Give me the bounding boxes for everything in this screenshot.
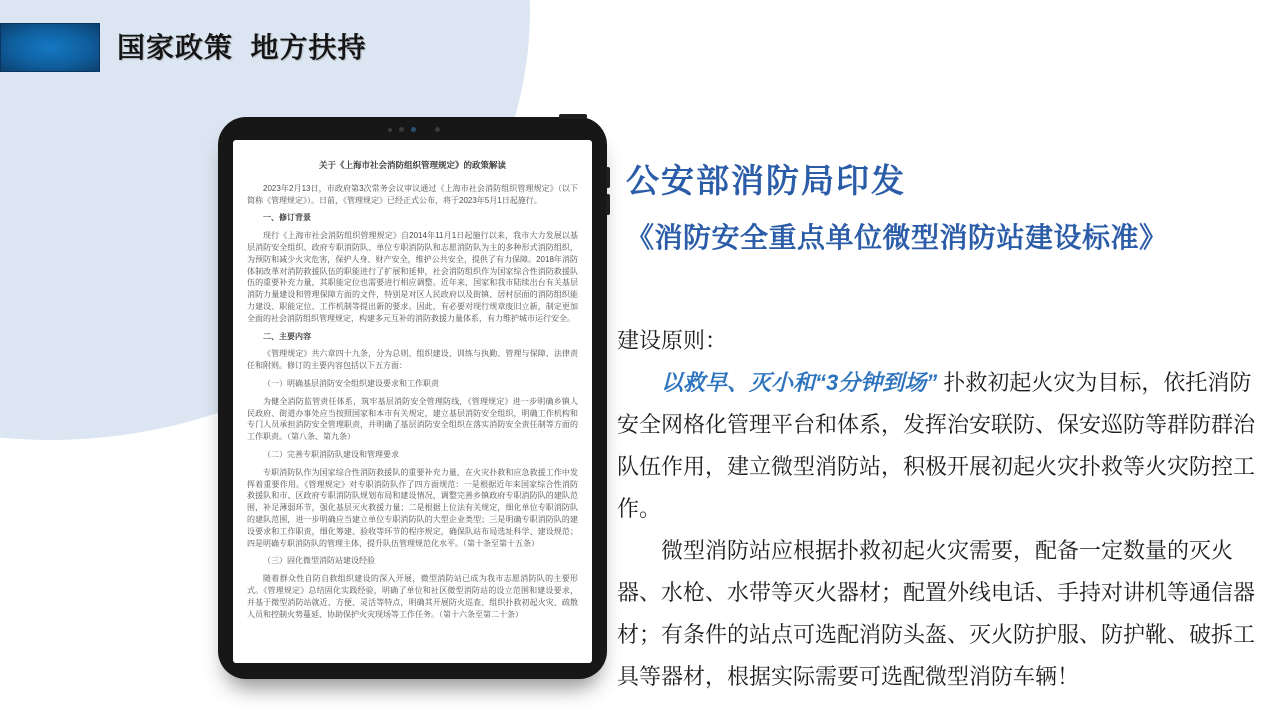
announcement-heading-line2: 《消防安全重点单位微型消防站建设标准》 [626,222,1168,253]
document-title: 关于《上海市社会消防组织管理规定》的政策解读 [318,160,506,170]
volume-up-button [606,167,610,188]
principle-highlight: 以救早、灭小和“3分钟到场” [661,370,938,395]
tablet-mockup [218,117,607,679]
document-h: 二、主要内容 [263,331,311,341]
announcement-body [617,320,1269,698]
document-sub: （二）完善专职消防队建设和管理要求 [263,449,399,459]
document-sub: （一）明确基层消防安全组织建设要求和工作职责 [263,378,439,388]
camera-dot-icon [435,127,440,132]
policy-document [233,140,592,638]
volume-down-button [606,194,610,215]
tablet-camera-area [218,125,607,133]
document-p: 现行《上海市社会消防组织管理规定》自2014年11月1日起施行以来，我市大力发展以基层消防安全组织、政府专职消防队、单位专职消防队和志愿消防队为主的多种形式消防组织，为预防和减少火灾危害，保护人身、财产安全，维护公共安全，提供了有力保障。2018年消防体制改革对消防救援队伍的职能进行了扩展和延伸，社会消防组织作为国家综合性消防救援队伍的重要补充力量，其职能定位也需要进行相应调整。近年来，国家和我市陆续出台有关基层消防力量建设和管理保障方面的文件，特别是对区人民政府以及街镇、居村层面的消防组织能力建设、职能定位、工作机制等提出新的要求。因此，有必要对现行规章废旧立新，制定更加全面的社会消防组织管理规定，构建多元互补的消防救援力量体系，有力维护城市运行安全。 [247,231,578,323]
camera-dot-icon [388,128,392,132]
document-p: 2023年2月13日，市政府第3次常务会议审议通过《上海市社会消防组织管理规定》（以下简称《管理规定》）。日前，《管理规定》已经正式公布，将于2023年5月1日起施行。 [247,183,578,205]
document-sub: （三）固化微型消防站建设经验 [263,556,375,566]
document-h: 一、修订背景 [263,213,311,223]
equipment-paragraph: 微型消防站应根据扑救初起火灾需要，配备一定数量的灭火器、水枪、水带等灭火器材；配置外线电话、手持对讲机等通信器材；有条件的站点可选配消防头盔、灭火防护服、防护靴、破拆工具等器材，根据实际需要可选配微型消防车辆！ [617,538,1256,689]
camera-dot-icon [399,127,404,132]
title-accent-bar [0,23,100,72]
document-p: 为健全消防监管责任体系，筑牢基层消防安全管理防线，《管理规定》进一步明确乡镇人民政府、街道办事处应当按照国家和本市有关规定，建立基层消防安全组织，明确工作机构和专门人员承担消防安全管理职责，并明确了基层消防安全组织在落实消防安全责任制等方面的工作职责。（第八条、第九条） [247,396,578,442]
announcement-heading-line1: 公安部消防局印发 [626,162,906,199]
camera-lens-icon [411,127,416,132]
principle-text: 扑救初起火灾为目标，依托消防安全网格化管理平台和体系，发挥治安联防、保安巡防等群防群治队伍作用，建立微型消防站，积极开展初起火灾扑救等火灾防控工作。 [617,370,1256,521]
principle-paragraph [617,362,1269,530]
power-button [559,114,587,119]
announcement-heading [626,150,1168,264]
document-p: 随着群众性自防自救组织建设的深入开展，微型消防站已成为我市志愿消防队的主要形式。《管理规定》总结固化实践经验，明确了单位和社区微型消防站的设立范围和建设要求，并基于微型消防站就近、方便、灵活等特点，明确其开展防火巡查、组织扑救初起火灾、疏散人员和控制火势蔓延、协助保护火灾现场等工作任务。（第十六条至第二十条） [247,574,578,619]
document-p: 专职消防队作为国家综合性消防救援队的重要补充力量，在火灾扑救和应急救援工作中发挥着重要作用。《管理规定》对专职消防队作了四方面规范：一是根据近年来国家综合性消防救援队和市、区政府专职消防队规划布局和建设情况，调整完善乡镇政府专职消防队的建队范围，补足薄弱环节，强化基层灭火救援力量；二是根据上位法有关规定，细化单位专职消防队的建队范围，进一步明确应当建立单位专职消防队的大型企业类型；三是明确专职消防队的建设要求和工作职责，细化筹建、验收等环节的程序规定，确保队站布局选址科学、建设规范；四是明确专职消防队的管理主体，提升队伍管理规范化水平。（第十条至第十五条） [247,467,578,548]
tablet-screen [233,140,592,663]
slide-title: 国家政策 地方扶持 [117,32,367,63]
document-p: 《管理规定》共六章四十九条，分为总则、组织建设、训练与执勤、管理与保障、法律责任和附则。修订的主要内容包括以下五方面： [247,349,578,371]
principle-label: 建设原则： [617,328,728,353]
